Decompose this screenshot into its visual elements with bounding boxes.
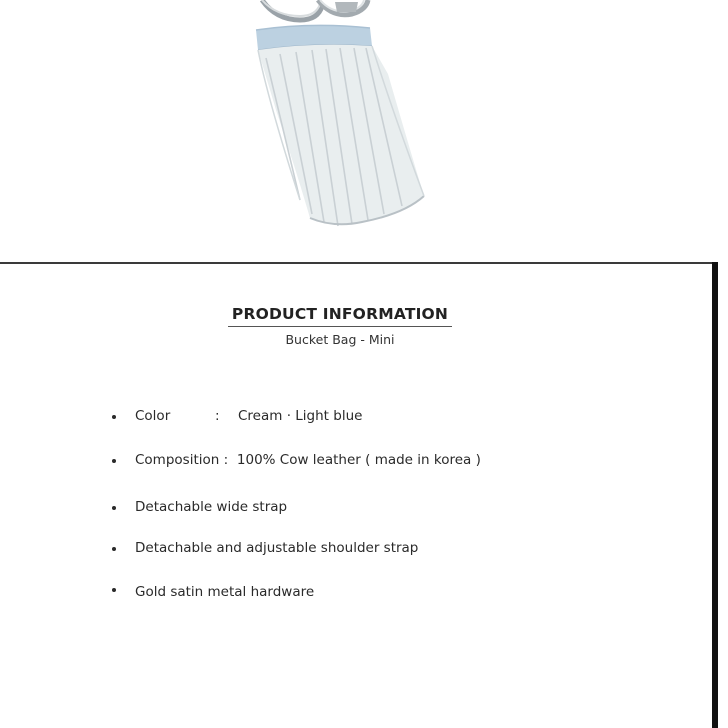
bullet-icon (112, 459, 116, 463)
tassel-keyring-image (0, 0, 728, 262)
spec-label: Color (135, 408, 171, 424)
bullet-icon (112, 506, 116, 510)
spec-label: Composition (135, 452, 220, 468)
product-information-card (0, 262, 712, 728)
spec-text: Gold satin metal hardware (135, 584, 315, 600)
spec-value: 100% Cow leather ( made in korea ) (236, 452, 481, 468)
bullet-icon (112, 415, 116, 419)
bullet-icon (112, 588, 116, 592)
spec-text: Detachable and adjustable shoulder strap (135, 540, 419, 556)
spec-value: Cream · Light blue (238, 408, 363, 424)
spec-colon: : (215, 408, 220, 424)
spec-text: Detachable wide strap (135, 499, 288, 515)
info-heading (0, 305, 680, 347)
bullet-icon (112, 547, 116, 551)
product-photo (0, 0, 728, 262)
info-title: PRODUCT INFORMATION (228, 305, 452, 327)
info-subtitle: Bucket Bag - Mini (285, 332, 395, 347)
spec-colon: : (223, 452, 229, 468)
card-shadow (712, 262, 718, 728)
